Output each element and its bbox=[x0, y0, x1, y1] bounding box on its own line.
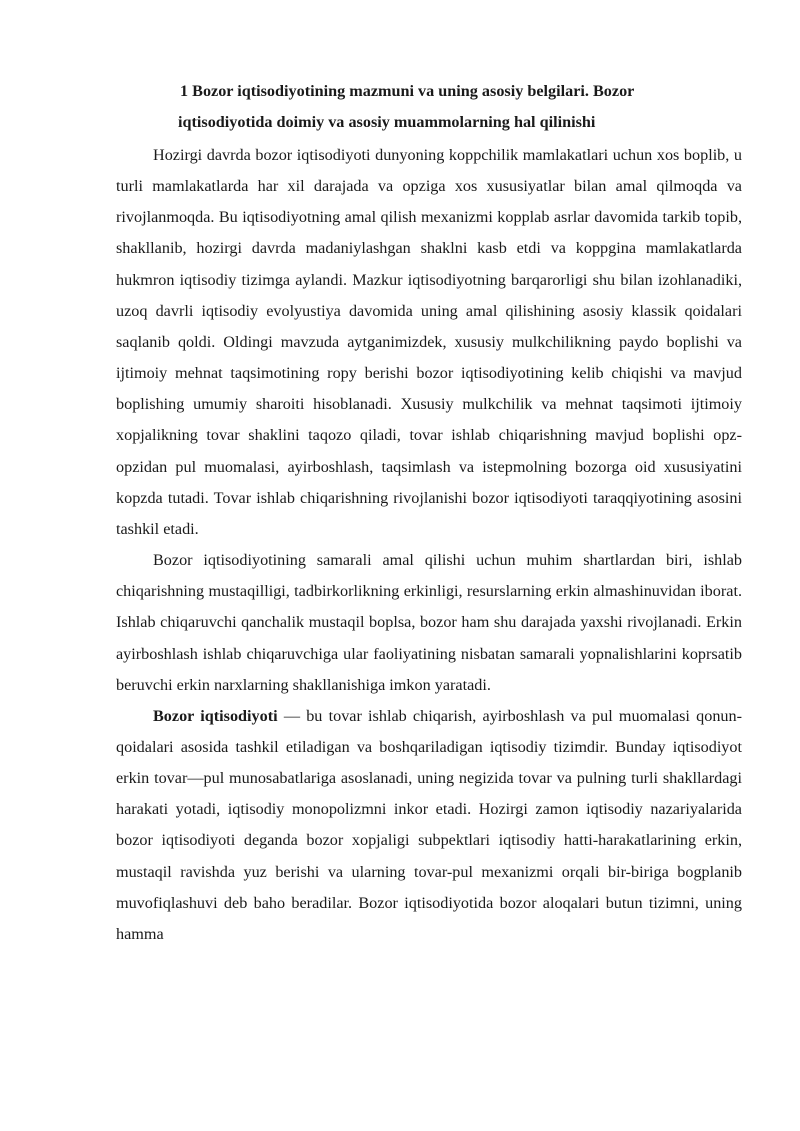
body-text bbox=[116, 140, 742, 950]
definition-text: — bu tovar ishlab chiqarish, ayirboshlash va pul muomalasi qonun-qoidalari asosida tashkil etiladigan va boshqariladigan iqtisodiy tizimdir. Bunday iqtisodiyot erkin tovar—pul munosabatlariga asoslanadi, uning negizida tovar va pulning turli shakllardagi harakati yotadi, iqtisodiy monopolizmni inkor etadi. Hozirgi zamon iqtisodiy nazariyalarida bozor iqtisodiyoti deganda bozor xopjaligi subpektlari iqtisodiy hatti-harakatlarining erkin, mustaqil ravishda yuz berishi va ularning tovar-pul mexanizmi orqali bir-biriga bogplanib muvofiqlashuvi deb baho beradilar. Bozor iqtisodiyotida bozor aloqalari butun tizimni, uning hamma bbox=[116, 706, 742, 943]
section-heading bbox=[178, 76, 738, 137]
heading-line-2: iqtisodiyotida doimiy va asosiy muammolarning hal qilinishi bbox=[178, 112, 596, 131]
heading-line-1: 1 Bozor iqtisodiyotining mazmuni va uning asosiy belgilari. Bozor bbox=[180, 82, 635, 100]
paragraph-3 bbox=[116, 701, 742, 950]
paragraph-1: Hozirgi davrda bozor iqtisodiyoti dunyoning koppchilik mamlakatlari uchun xos boplib, u turli mamlakatlarda har xil darajada va opziga xos xususiyatlar bilan amal qilmoqda va rivojlanmoqda. Bu iqtisodiyotning amal qilish mexanizmi kopplab asrlar davomida tarkib topib, shakllanib, hozirgi davrda madaniylashgan shaklni kasb etdi va koppgina mamlakatlarda hukmron iqtisodiy tizimga aylandi. Mazkur iqtisodiyotning barqarorligi shu bilan izohlanadiki, uzoq davrli iqtisodiy evolyustiya davomida uning amal qilishining asosiy klassik qoidalari saqlanib qoldi. Oldingi mavzuda aytganimizdek, xususiy mulkchilikning paydo boplishi va ijtimoiy mehnat taqsimotining ropy berishi bozor iqtisodiyotining kelib chiqishi va mavjud boplishing umumiy sharoiti hisoblanadi. Xususiy mulkchilik va mehnat taqsimoti ijtimoiy xopjalikning tovar shaklini taqozo qiladi, tovar ishlab chiqarishning mavjud boplishi opz-opzidan pul muomalasi, ayirboshlash, taqsimlash va istepmolning bozorga oid xususiyatini kopzda tutadi. Tovar ishlab chiqarishning rivojlanishi bozor iqtisodiyoti taraqqiyotining asosini tashkil etadi. bbox=[116, 146, 742, 538]
definition-term: Bozor iqtisodiyoti bbox=[153, 706, 278, 725]
paragraph-2: Bozor iqtisodiyotining samarali amal qilishi uchun muhim shartlardan biri, ishlab chiqarishning mustaqilligi, tadbirkorlikning erkinligi, resurslarning erkin almashinuvidan iborat. Ishlab chiqaruvchi qanchalik mustaqil boplsa, bozor ham shu darajada yaxshi rivojlanadi. Erkin ayirboshlash ishlab chiqaruvchiga ular faoliyatining nisbatan samarali yopnalishlarini koprsatib beruvchi erkin narxlarning shakllanishiga imkon yaratadi. bbox=[116, 551, 742, 694]
